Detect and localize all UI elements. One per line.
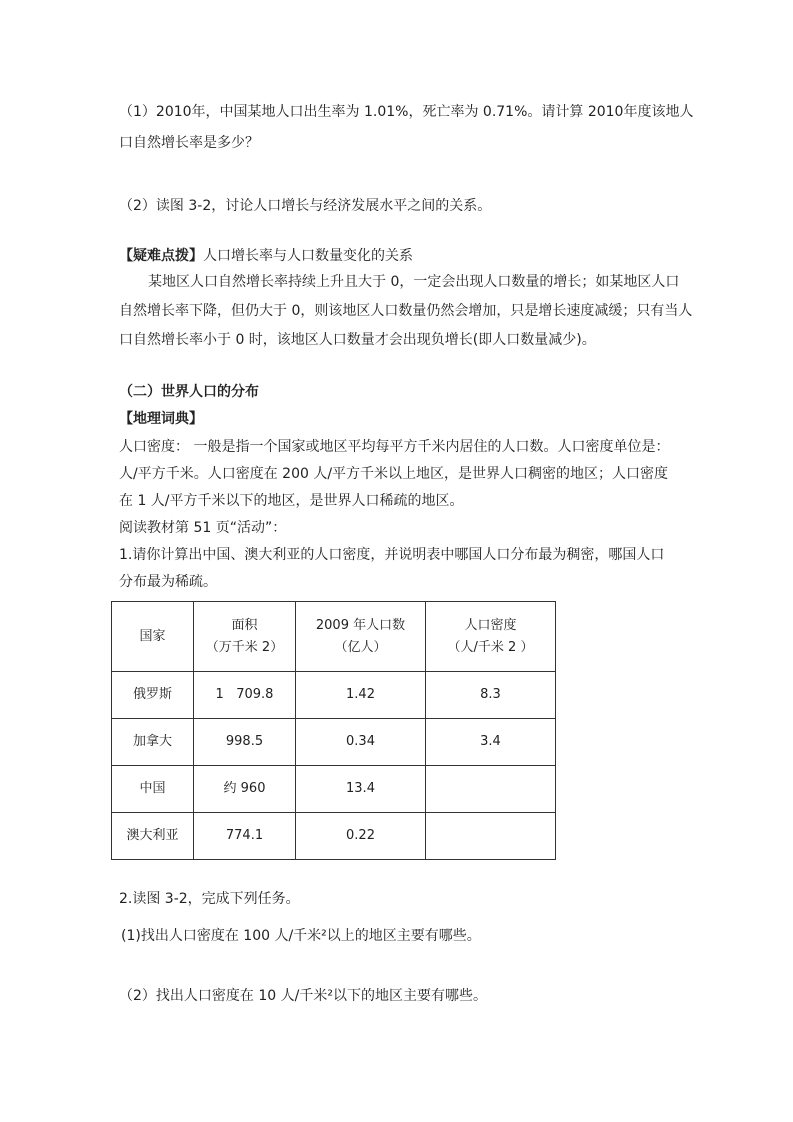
task-1-line-1: 1.请你计算出中国、澳大利亚的人口密度，并说明表中哪国人口分布最为稠密，哪国人口: [119, 547, 665, 563]
cell-population: 0.34: [296, 719, 426, 766]
header-population-unit: （亿人）: [334, 639, 387, 655]
table-row: [112, 672, 556, 719]
cell-population: 1.42: [296, 672, 426, 719]
task-2-title: 2.读图 3-2，完成下列任务。: [119, 891, 300, 907]
table-row: [112, 813, 556, 860]
cell-area: 998.5: [194, 719, 296, 766]
header-density-label: 人口密度: [464, 617, 517, 633]
task-1-line-2: 分布最为稀疏。: [119, 574, 217, 590]
cell-population: 0.22: [296, 813, 426, 860]
header-country: [112, 602, 194, 672]
question-2: （2）读图 3-2，讨论人口增长与经济发展水平之间的关系。: [119, 198, 492, 214]
table-row: [112, 719, 556, 766]
cell-area: 约 960: [194, 766, 296, 813]
header-population-label: 2009 年人口数: [315, 617, 406, 633]
tip-line-3: 口自然增长率小于 0 时，该地区人口数量才会出现负增长(即人口数量减少)。: [119, 332, 596, 348]
header-area: [194, 602, 296, 672]
tip-title: 人口增长率与人口数量变化的关系: [203, 248, 413, 264]
cell-area: 1 709.8: [194, 672, 296, 719]
cell-area: 774.1: [194, 813, 296, 860]
cell-density: 8.3: [426, 672, 556, 719]
header-population: [296, 602, 426, 672]
cell-density: [426, 766, 556, 813]
question-1-line-2: 口自然增长率是多少？: [119, 135, 259, 151]
header-country-label: 国家: [139, 628, 166, 644]
tip-line-1: 某地区人口自然增长率持续上升且大于 0，一定会出现人口数量的增长；如某地区人口: [148, 274, 680, 290]
definition-line-1: 人口密度： 一般是指一个国家或地区平均每平方千米内居住的人口数。人口密度单位是：: [119, 439, 670, 455]
question-1-line-1: （1）2010年，中国某地人口出生率为 1.01%，死亡率为 0.71%。请计算 2010年度该地人: [119, 104, 694, 120]
cell-population: 13.4: [296, 766, 426, 813]
reading-instruction: 阅读教材第 51 页“活动”：: [119, 520, 287, 536]
tip-heading-line: [119, 246, 413, 266]
dictionary-heading: 【地理词典】: [119, 411, 203, 427]
tip-heading: 【疑难点拨】: [119, 248, 203, 264]
definition-line-3: 在 1 人/平方千米以下的地区，是世界人口稀疏的地区。: [119, 493, 464, 509]
cell-country: 中国: [112, 766, 194, 813]
task-2-sub-2: （2）找出人口密度在 10 人/千米²以下的地区主要有哪些。: [119, 988, 487, 1004]
task-2-sub-1: (1)找出人口密度在 100 人/千米²以上的地区主要有哪些。: [121, 928, 481, 944]
cell-country: 澳大利亚: [112, 813, 194, 860]
population-density-table: [111, 601, 556, 860]
table-row: [112, 766, 556, 813]
tip-line-2: 自然增长率下降，但仍大于 0，则该地区人口数量仍然会增加，只是增长速度减缓；只有当人: [119, 303, 693, 319]
header-area-unit: （万千米 2）: [205, 639, 284, 655]
cell-density: [426, 813, 556, 860]
header-density-unit: （人/千米 2 ）: [447, 639, 534, 655]
cell-country: 加拿大: [112, 719, 194, 766]
table-header-row: [112, 602, 556, 672]
header-area-label: 面积: [231, 617, 258, 633]
section-title: （二）世界人口的分布: [119, 384, 259, 400]
cell-country: 俄罗斯: [112, 672, 194, 719]
header-density: [426, 602, 556, 672]
definition-line-2: 人/平方千米。人口密度在 200 人/平方千米以上地区，是世界人口稠密的地区；人口密度: [119, 466, 669, 482]
cell-density: 3.4: [426, 719, 556, 766]
